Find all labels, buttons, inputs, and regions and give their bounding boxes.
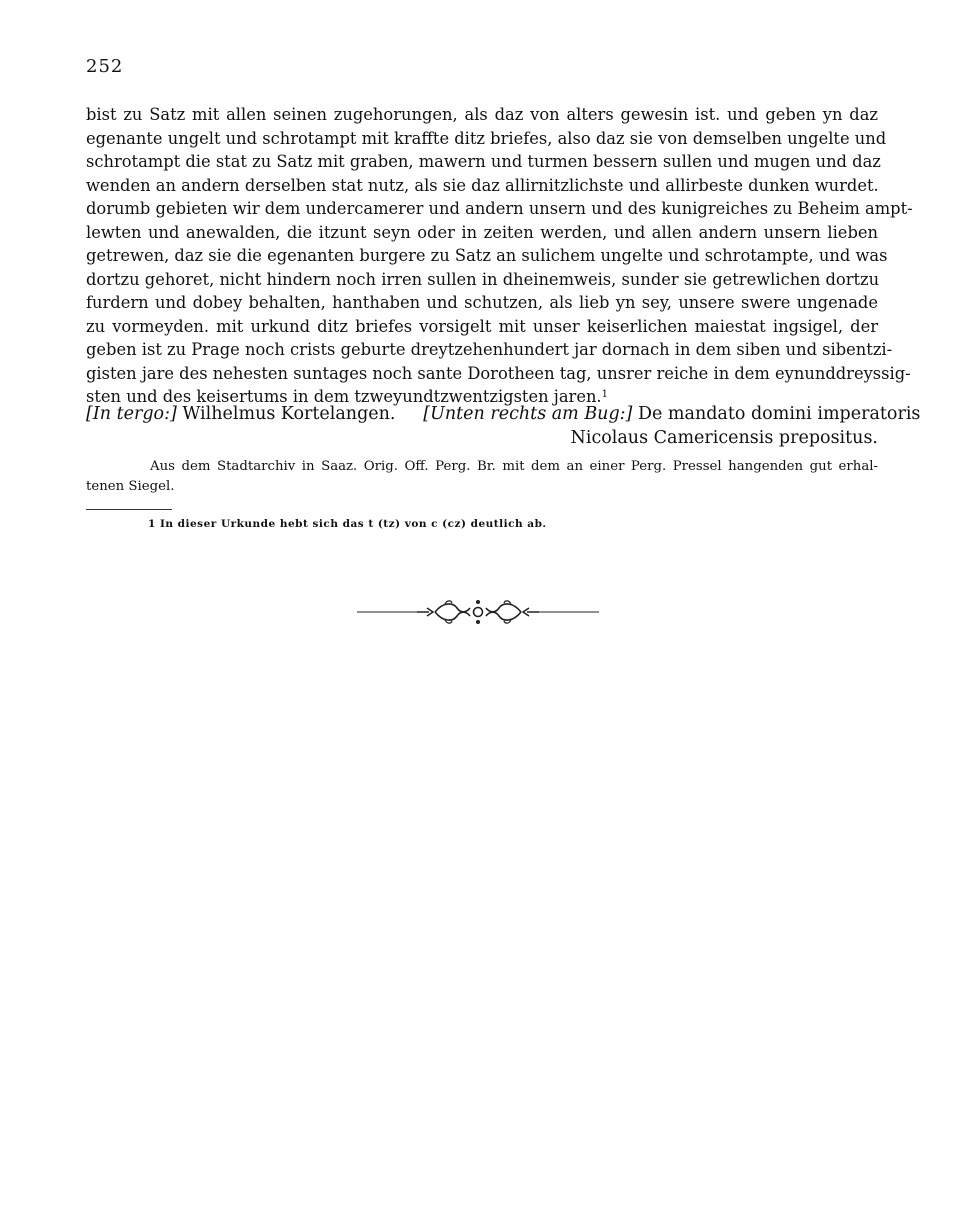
body-line-13-text: sten und des keisertums in dem tzweyundtzwentzigsten jaren.: [86, 387, 602, 406]
bug-text: De mandato domini imperatoris: [637, 404, 921, 424]
document-body: [86, 103, 913, 409]
footnote-marker: 1: [601, 389, 608, 400]
source-note-line-2: tenen Siegel.: [86, 479, 175, 494]
page-number: 252: [86, 56, 124, 77]
footnote-divider: [86, 509, 172, 510]
bug-text-second-line: Nicolaus Camericensis prepositus.: [570, 428, 878, 448]
body-line-5: dorumb gebieten wir dem undercamerer und andern unsern und des kunigreiches zu Beheim ampt-: [86, 199, 913, 218]
source-note-line-1: Aus dem Stadtarchiv in Saaz. Orig. Off. Perg. Br. mit dem an einer Perg. Pressel hangenden gut erhal-: [150, 459, 878, 474]
body-line-2: egenante ungelt und schrotampt mit kraffte ditz briefes, also daz sie von demselben ungelte und: [86, 128, 887, 148]
body-line-1: bist zu Satz mit allen seinen zugehorungen, als daz von alters gewesin ist. und geben yn daz: [86, 105, 878, 124]
tergo-name: Wilhelmus Kortelangen.: [182, 404, 396, 424]
endorsement-row: [86, 402, 921, 426]
footnote-text: 1 In dieser Urkunde hebt sich das t (tz) von c (cz) deutlich ab.: [148, 518, 547, 530]
body-line-12: gisten jare des nehesten suntages noch sante Dorotheen tag, unsrer reiche in dem eynunddreyssig-: [86, 363, 911, 383]
body-line-9: furdern und dobey behalten, hanthaben und schutzen, als lieb yn sey, unsere swere ungenade: [86, 293, 878, 312]
body-line-8: dortzu gehoret, nicht hindern noch irren sullen in dheinemweis, sunder sie getrewlichen dortzu: [86, 269, 880, 289]
body-line-6: lewten und anewalden, die itzunt seyn oder in zeiten werden, und allen andern unsern lieben: [86, 222, 878, 242]
body-line-10: zu vormeyden. mit urkund ditz briefes vorsigelt mit unser keiserlichen maiestat ingsigel, der: [86, 316, 878, 336]
body-line-4: wenden an andern derselben stat nutz, als sie daz allirnitzlichste und allirbeste dunken wurdet.: [86, 175, 879, 195]
body-line-7: getrewen, daz sie die egenanten burgere zu Satz an sulichem ungelte und schrotampte, und was: [86, 246, 888, 265]
body-line-11: geben ist zu Prage noch crists geburte dreytzehenhundert jar dornach in dem siben und sibentzi-: [86, 340, 893, 359]
body-line-3: schrotampt die stat zu Satz mit graben, mawern und turmen bessern sullen und mugen und daz: [86, 152, 881, 171]
source-note: [86, 457, 878, 497]
bug-label: [Unten rechts am Bug:]: [423, 404, 633, 424]
ornamental-divider-icon: [357, 598, 599, 626]
tergo-label: [In tergo:]: [86, 404, 177, 424]
